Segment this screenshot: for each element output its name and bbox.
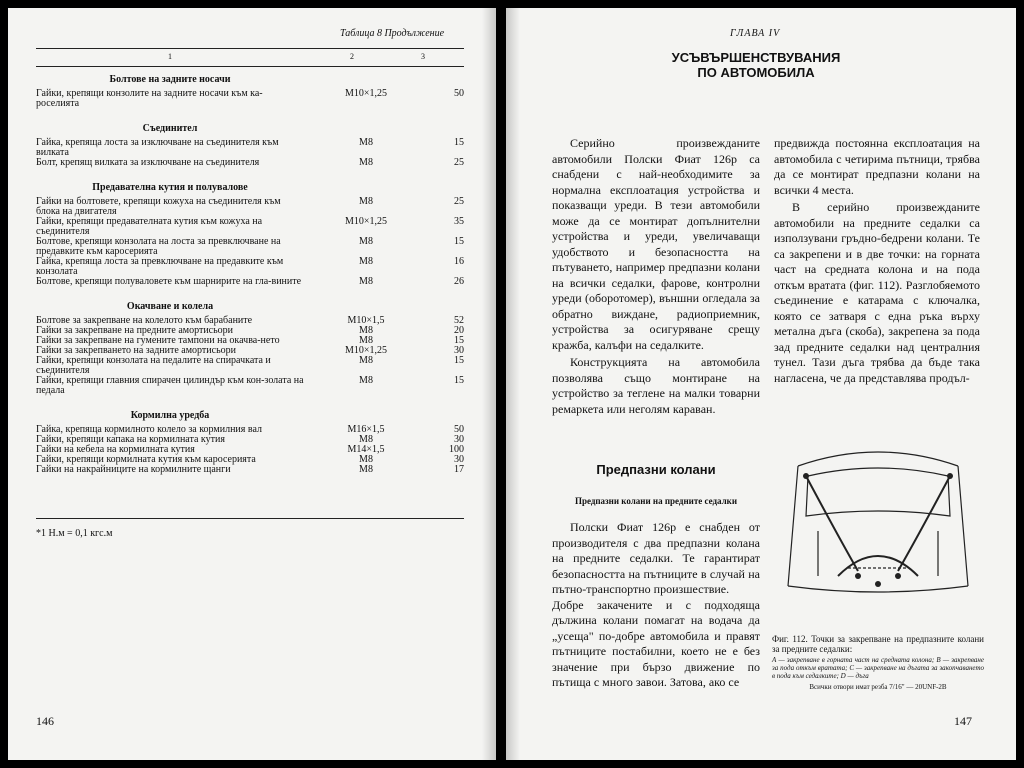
row-torque: 16 xyxy=(454,256,464,267)
caption-legend: А — закрепване в горната част на средната колона; В — закрепване за пода откъм вратата; С — закрепване на дъгата за закопчаването в пода към седалките; D — дъга xyxy=(772,656,984,680)
table-section-title: Болтове на задните носачи xyxy=(109,74,231,85)
table-row xyxy=(36,138,466,158)
subsection-heading: Предпазни колани на предните седалки xyxy=(574,496,738,506)
row-description: Гайка, крепяща лоста за изключване на съединителя към вилката xyxy=(36,137,279,158)
row-thread: М8 xyxy=(359,375,373,386)
row-thread: М10×1,25 xyxy=(344,345,388,356)
figure-caption xyxy=(772,634,984,692)
table-section-title: Предавателна кутия и полувалове xyxy=(92,182,248,193)
row-thread: М8 xyxy=(359,157,373,168)
table-row xyxy=(36,237,466,257)
chapter-title-line2: ПО АВТОМОБИЛА xyxy=(697,65,815,80)
row-thread: М8 xyxy=(359,276,373,287)
row-thread: М10×1,25 xyxy=(344,216,388,227)
rear-window xyxy=(806,468,950,516)
column-number: 3 xyxy=(421,52,425,61)
row-torque: 25 xyxy=(454,157,464,168)
row-thread: М14×1,5 xyxy=(347,444,385,455)
table-header-rule xyxy=(36,66,464,67)
hoop-bar xyxy=(838,556,918,576)
row-thread: М16×1,5 xyxy=(347,424,385,435)
row-description: Гайки, крепящи капака на кормилната кутия xyxy=(36,434,225,445)
row-thread: М8 xyxy=(359,236,373,247)
row-torque: 50 xyxy=(454,88,464,99)
row-torque: 20 xyxy=(454,325,464,336)
paragraph: Серийно произвежданите автомобили Полски Фиат 126р са снабдени с най-необходимите за нормална експлоатация устройства и показващи уреди. В тези автомобили може да се монтират допълнителни устройства и уреди, увеличаващи удобството и безопасността на пътуването, например предпазни колани на всички седалки, фарове, контролни уреди (оборотомер), външни огледала за обратно виждане, радиоприемник, устройства за осигуряване срещу кражба, калъфи на седалките. xyxy=(552,136,760,352)
table-top-rule xyxy=(36,48,464,49)
left-page xyxy=(8,8,496,760)
row-torque: 52 xyxy=(454,315,464,326)
table-row xyxy=(36,217,466,237)
gutter-shadow xyxy=(506,8,520,760)
chapter-label: ГЛАВА IV xyxy=(730,28,781,39)
seat-backs xyxy=(818,531,938,576)
row-description: Гайки на накрайниците на кормилните щанги xyxy=(36,464,231,475)
paragraph: Добре закачените и с подходяща дължина колани помагат на водача да „усеща" по-добре автомобила и правят пътниците постабилни, което не е без значение при бързо движение по пътища с много завои. Затова, ако се xyxy=(552,597,760,689)
caption-thread-note: Всички отвори имат резба 7/16" — 20UNF-2B xyxy=(809,683,947,691)
row-torque: 50 xyxy=(454,424,464,435)
roof-line xyxy=(798,452,958,466)
row-description: Гайки, крепящи предавателната кутия към кожуха на съединителя xyxy=(36,216,263,237)
table-bottom-rule xyxy=(36,518,464,519)
table-row xyxy=(36,197,466,217)
row-thread: М10×1,25 xyxy=(344,88,388,99)
row-description: Гайки, крепящи конзолата на педалите на спирачката и съединителя xyxy=(36,355,271,376)
caption-main: Фиг. 112. Точки за закрепване на предпазните колани за предните седалки: xyxy=(772,634,984,654)
paragraph: Полски Фиат 126р е снабден от производителя с два предпазни колана на предните седалки. Те гарантират безопасността на пътниците в случай на пътно-транспортно произшествие. xyxy=(552,520,760,596)
row-torque: 26 xyxy=(454,276,464,287)
row-description: Болтове, крепящи конзолата на лоста за превключване на предавките към каросерията xyxy=(36,236,281,257)
row-torque: 35 xyxy=(454,216,464,227)
row-description: Гайки, крепящи главния спирачен цилиндър към кон-золата на педала xyxy=(36,375,304,396)
text-column-right xyxy=(774,136,980,386)
row-torque: 30 xyxy=(454,345,464,356)
column-number: 2 xyxy=(350,52,354,61)
chapter-title-line1: УСЪВЪРШЕНСТВУВАНИЯ xyxy=(671,50,841,65)
row-description: Гайки на кебела на кормилната кутия xyxy=(36,444,195,455)
row-description: Гайки на болтовете, крепящи кожуха на съединителя към блока на двигателя xyxy=(36,196,281,217)
row-description: Гайка, крепяща лоста за превключване на предавките към конзолата xyxy=(36,256,284,277)
row-thread: М8 xyxy=(359,335,373,346)
row-description: Гайка, крепяща кормилното колело за кормилния вал xyxy=(36,424,262,435)
row-torque: 15 xyxy=(454,236,464,247)
paragraph: предвижда постоянна експлоатация на автомобила с четирима пътници, трябва да се монтират предпазни колани на всички 4 места. xyxy=(774,136,980,197)
row-torque: 15 xyxy=(454,375,464,386)
table-section-title: Окачване и колела xyxy=(126,301,214,312)
row-description: Болтове за закрепване на колелото към барабаните xyxy=(36,315,253,326)
row-thread: М8 xyxy=(359,137,373,148)
row-thread: М8 xyxy=(359,355,373,366)
row-torque: 15 xyxy=(454,355,464,366)
row-description: Болт, крепящ вилката за изключване на съединителя xyxy=(36,157,260,168)
row-thread: М8 xyxy=(359,454,373,465)
row-description: Гайки, крепящи конзолите на задните носачи към ка-роселията xyxy=(36,88,263,109)
row-torque: 15 xyxy=(454,137,464,148)
table-row xyxy=(36,277,466,287)
table-row xyxy=(36,257,466,277)
chapter-title xyxy=(646,50,866,80)
paragraph: Конструкцията на автомобила позволява също монтиране на устройство за теглене на малки товарни ремаркета или неголям караван. xyxy=(552,355,760,416)
table-row xyxy=(36,89,466,109)
page-number: 146 xyxy=(36,714,54,728)
row-thread: М8 xyxy=(359,434,373,445)
text-column-left xyxy=(552,136,760,417)
row-description: Болтове, крепящи полуваловете към шарнирите на гла-вините xyxy=(36,276,302,287)
torque-table xyxy=(36,72,466,475)
row-torque: 15 xyxy=(454,335,464,346)
row-description: Гайки за закрепването на задните амортисьори xyxy=(36,345,236,356)
row-thread: М8 xyxy=(359,256,373,267)
row-thread: М8 xyxy=(359,325,373,336)
section-heading: Предпазни колани xyxy=(596,462,716,477)
row-description: Гайки за закрепване на предните амортисьори xyxy=(36,325,234,336)
table-row xyxy=(36,465,466,475)
column-number: 1 xyxy=(168,52,172,61)
row-torque: 30 xyxy=(454,454,464,465)
row-thread: М8 xyxy=(359,464,373,475)
table-row xyxy=(36,376,466,396)
row-description: Гайки, крепящи кормилната кутия към каросерията xyxy=(36,454,256,465)
row-torque: 100 xyxy=(449,444,464,455)
footnote: *1 Н.м = 0,1 кгс.м xyxy=(36,528,113,539)
table-row xyxy=(36,158,466,168)
row-thread: М8 xyxy=(359,196,373,207)
page-number: 147 xyxy=(954,714,972,728)
right-page xyxy=(506,8,1016,760)
row-torque: 25 xyxy=(454,196,464,207)
row-thread: М10×1,5 xyxy=(347,315,385,326)
table-section-title: Кормилна уредба xyxy=(130,410,210,421)
table-continuation-title: Таблица 8 Продължение xyxy=(340,28,445,39)
paragraph: В серийно произвежданите автомобили на предните седалки са използувани гръдно-бедрени колани. Те са закрепени и в две точки: на горната част на средната колона и на пода откъм вратата (фиг. 112). Разглобяемото съединение е катарама с ключалка, която се затваря с една ръка върху метална дъга (скоба), закрепена за пода зад предните седалки над централния тунел. Тази дъга трябва да бъде така нагласена, че да представлява продъл- xyxy=(774,200,980,385)
table-row xyxy=(36,356,466,376)
seatbelt-figure xyxy=(778,436,978,626)
row-description: Гайки за закрепване на гумените тампони на окачва-нето xyxy=(36,335,280,346)
table-section-title: Съединител xyxy=(142,123,198,134)
section-body xyxy=(552,520,760,691)
row-torque: 17 xyxy=(454,464,464,475)
row-torque: 30 xyxy=(454,434,464,445)
gutter-shadow xyxy=(482,8,496,760)
